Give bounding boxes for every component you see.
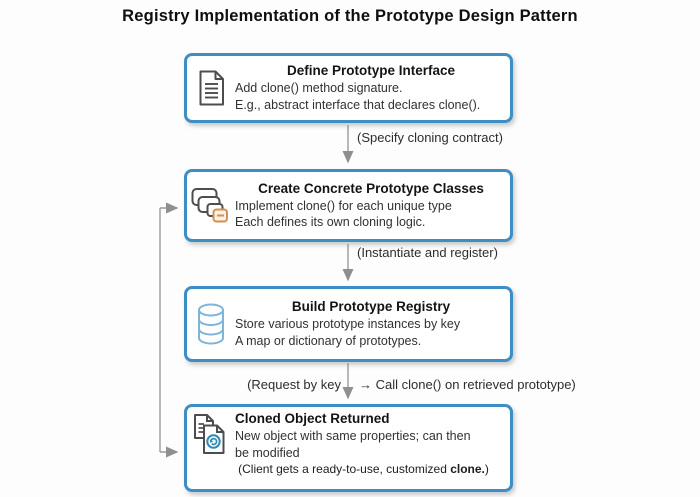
step-line: New object with same properties; can then [235,429,471,443]
database-icon [195,302,227,347]
step-create-concrete-prototype-classes [184,169,513,242]
arrow-label-request-by-key: (Request by key [247,377,341,392]
icon-cell [187,302,235,347]
windows-stack-icon [190,186,232,226]
page-title: Registry Implementation of the Prototype Design Pattern [122,7,578,25]
clone-document-icon [191,413,231,459]
step-text [235,299,510,349]
step-text [235,63,510,113]
arrow-label-instantiate-and-register: (Instantiate and register) [357,245,498,260]
step-title: Build Prototype Registry [291,299,451,314]
footnote-bold-clone: clone. [450,462,485,476]
icon-cell [187,70,235,106]
step-line: Store various prototype instances by key [235,317,461,331]
step-line: be modified [235,445,300,460]
step-line: Implement clone() for each unique type [235,198,452,213]
icon-cell [187,413,235,459]
footnote-text: (Client gets a ready-to-use, customized [238,462,451,476]
document-icon [197,70,226,106]
step-title: Cloned Object Returned [235,411,390,426]
icon-cell [187,186,235,226]
step-cloned-object-returned [184,404,513,492]
step-footnote [187,461,510,477]
step-line: Each defines its own cloning logic. [235,215,426,229]
step-define-prototype-interface [184,53,513,123]
step-build-prototype-registry [184,286,513,362]
step-text [235,181,510,231]
step-line: E.g., abstract interface that declares clone(). [235,97,481,112]
step-line: Add clone() method signature. [235,81,403,95]
arrow-label-specify-cloning-contract: (Specify cloning contract) [357,130,503,145]
footnote-close: ) [484,462,489,476]
step-title: Define Prototype Interface [286,63,456,78]
arrow-label-call-clone-on-retrieved-prototype: → Call clone() on retrieved prototype) [359,377,576,392]
step-title: Create Concrete Prototype Classes [258,180,484,196]
step-text [235,411,510,461]
step-line: A map or dictionary of prototypes. [235,333,422,348]
